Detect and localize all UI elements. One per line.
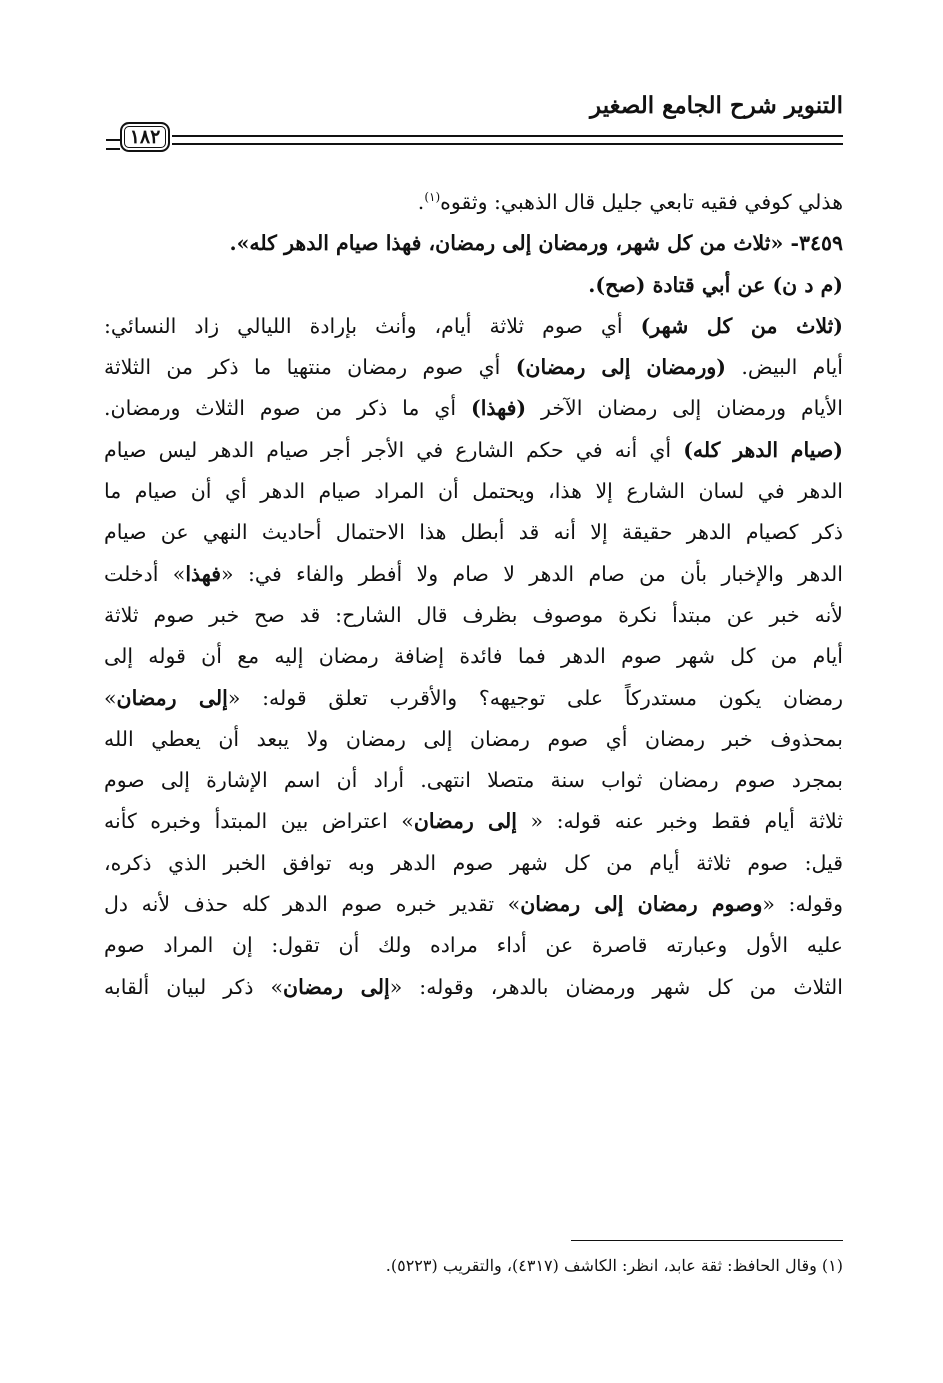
bold-phrase: (ثلاث من كل شهر) [640, 313, 843, 338]
text-run: الدهر والإخبار بأن من صام الدهر لا صام ولا أفطر والفاء في: « [221, 561, 843, 586]
text-run: » اعتراض بين المبتدأ وخبره كأنه [104, 809, 414, 834]
hadith-source-line [104, 265, 843, 306]
text-line [104, 388, 843, 429]
text-run: أي صوم رمضان منتهيا ما ذكر من الثلاثة [104, 355, 516, 380]
text-run: بمجرد صوم رمضان ثواب سنة متصلا انتهى. أراد أن اسم الإشارة إلى صوم [104, 768, 843, 793]
text-run: لأنه خبر عن مبتدأ نكرة موصوف بظرف قال الشارح: قد صح خبر صوم ثلاثة [104, 602, 843, 627]
text-line [104, 967, 843, 1008]
text-line [104, 925, 843, 966]
header-double-rule [172, 135, 843, 145]
text-run: الأيام ورمضان إلى رمضان الآخر [526, 396, 843, 421]
bold-phrase: (ورمضان إلى رمضان) [515, 355, 726, 380]
text-line [104, 843, 843, 884]
header-rule-stub [106, 139, 120, 150]
text-run: بمحذوف خبر رمضان أي صوم رمضان إلى رمضان ولا يبعد أن يعطي الله [104, 726, 843, 751]
text-line [104, 306, 843, 347]
footnote-marker[interactable]: (١) [424, 190, 441, 205]
text-run: ثلاثة أيام فقط وخبر عنه قوله: « [516, 809, 843, 834]
text-run: رمضان يكون مستدركاً على توجيهه؟ والأقرب تعلق قوله: « [227, 685, 843, 710]
bold-phrase: إلى رمضان [283, 974, 390, 999]
text-run: هذلي كوفي فقيه تابعي جليل قال الذهبي: وثقوه [440, 190, 843, 214]
hadith-text-line [104, 223, 843, 264]
text-line [104, 471, 843, 512]
text-line [104, 182, 843, 223]
running-head-title: التنوير شرح الجامع الصغير [590, 92, 843, 119]
text-run: أيام من كل شهر صوم الدهر فما فائدة إضافة رمضان إليه مع أن قوله إلى [104, 644, 843, 669]
text-line [104, 884, 843, 925]
footnote-separator [571, 1240, 843, 1241]
text-line [104, 512, 843, 553]
text-run: وقوله: « [762, 892, 843, 917]
text-run: » [104, 685, 117, 710]
text-run: » ذكر لبيان ألقابه [104, 974, 284, 999]
text-line [104, 636, 843, 677]
text-line [104, 554, 843, 595]
text-run: الثلاث من كل شهر ورمضان بالدهر، وقوله: « [389, 974, 843, 999]
text-line [104, 430, 843, 471]
bold-phrase: (فهذا) [471, 396, 527, 421]
main-text [104, 182, 843, 1008]
text-line [104, 801, 843, 842]
bold-phrase: (صيام الدهر كله) [683, 437, 843, 462]
bold-phrase: وصوم رمضان إلى رمضان [520, 892, 763, 917]
text-run: أيام البيض. [725, 355, 843, 380]
text-line [104, 595, 843, 636]
text-run: أي صوم ثلاثة أيام، وأنث بإرادة الليالي زاد النسائي: [104, 313, 641, 338]
text-run: » تقدير خبره صوم الدهر كله حذف لأنه دل [104, 892, 521, 917]
text-run: أي ما ذكر من صوم الثلاث ورمضان. [104, 396, 471, 421]
text-line [104, 760, 843, 801]
bold-phrase: (م د ن) عن أبي قتادة (صح). [588, 272, 843, 297]
bold-phrase: ٣٤٥٩- «ثلاث من كل شهر، ورمضان إلى رمضان، فهذا صيام الدهر كله». [229, 231, 843, 256]
text-line [104, 678, 843, 719]
page-number: ١٨٢ [120, 122, 170, 152]
bold-phrase: إلى رمضان [413, 809, 517, 834]
text-run: ذكر كصيام الدهر حقيقة إلا أنه قد أبطل هذا الاحتمال أحاديث النهي عن صيام [104, 520, 843, 545]
footnote: (١) وقال الحافظ: ثقة عابد، انظر: الكاشف (٤٣١٧)، والتقريب (٥٢٢٣). [385, 1256, 843, 1275]
text-run: . [417, 190, 425, 214]
text-line [104, 719, 843, 760]
bold-phrase: إلى رمضان [116, 685, 228, 710]
bold-phrase: فهذا [185, 561, 222, 586]
text-run: قيل: صوم ثلاثة أيام من كل شهر صوم الدهر وبه توافق الخبر الذي ذكره، [104, 850, 843, 875]
text-run: عليه الأول وعبارته قاصرة عن أداء مراده ولك أن تقول: إن المراد صوم [104, 933, 843, 958]
text-run: أي أنه في حكم الشارع في الأجر أجر صيام الدهر ليس صيام [104, 437, 684, 462]
text-run: » أدخلت [104, 561, 186, 586]
text-line [104, 347, 843, 388]
text-run: الدهر في لسان الشارع إلا هذا، ويحتمل أن المراد صيام الدهر أي أن صيام ما [104, 479, 843, 504]
